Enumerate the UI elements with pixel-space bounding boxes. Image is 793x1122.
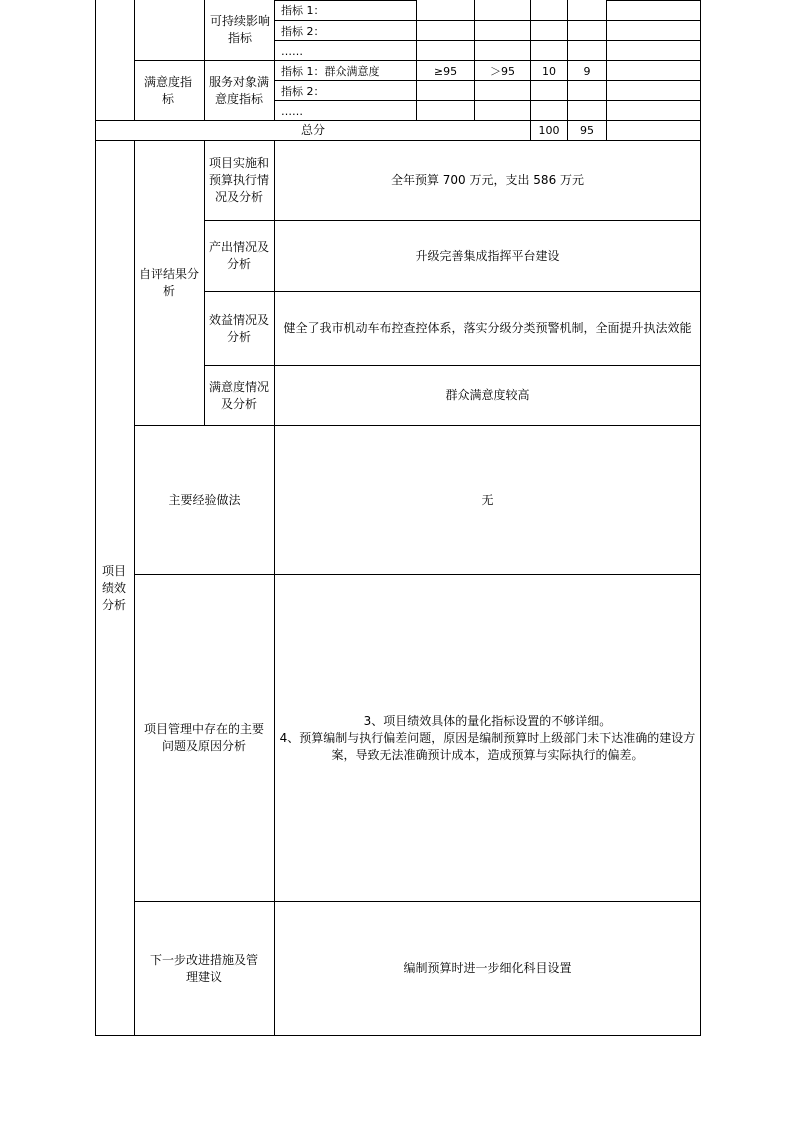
satisfaction-group: 满意度指标 bbox=[143, 75, 192, 106]
satisfaction-item-1: 指标 1：群众满意度 bbox=[281, 64, 380, 78]
satisfaction-item-3: …… bbox=[281, 104, 303, 118]
eval-label-benefit: 效益情况及分析 bbox=[209, 312, 270, 344]
rule bbox=[95, 1035, 701, 1036]
rule bbox=[134, 0, 135, 121]
eval-content-benefit: 健全了我市机动车布控查控体系，落实分级分类预警机制，全面提升执法效能 bbox=[283, 321, 692, 335]
eval-content-output: 升级完善集成指挥平台建设 bbox=[415, 248, 560, 263]
sustain-item-1: 指标 1： bbox=[281, 3, 325, 17]
total-weight: 100 bbox=[538, 124, 560, 137]
problems-line-2: 4、预算编制与执行偏差问题，原因是编制预算时上级部门未下达准确的建设方 bbox=[279, 730, 696, 745]
sustain-category: 可持续影响指标 bbox=[209, 14, 270, 45]
eval-label-satisfaction: 满意度情况及分析 bbox=[209, 379, 270, 411]
satisfaction-target: ≥95 bbox=[433, 64, 458, 78]
problems-content bbox=[275, 575, 700, 901]
satisfaction-item-2: 指标 2： bbox=[281, 84, 325, 98]
total-score: 95 bbox=[580, 124, 594, 137]
section-title: 项目绩效分析 bbox=[101, 563, 126, 612]
experience-content: 无 bbox=[481, 492, 494, 507]
eval-label-output: 产出情况及分析 bbox=[209, 240, 270, 271]
improve-label: 下一步改进措施及管理建议 bbox=[149, 952, 258, 984]
eval-content-budget: 全年预算 700 万元，支出 586 万元 bbox=[390, 173, 585, 187]
rule bbox=[606, 0, 701, 1]
satisfaction-actual: ＞95 bbox=[490, 64, 515, 78]
sustain-item-2: 指标 2： bbox=[281, 24, 325, 38]
rule bbox=[700, 0, 701, 1036]
eval-label-budget: 项目实施和预算执行情况及分析 bbox=[209, 156, 270, 204]
problems-line-3: 案，导致无法准确预计成本，造成预算与实际执行的偏差。 bbox=[331, 747, 644, 762]
satisfaction-category: 服务对象满意度指标 bbox=[208, 75, 269, 106]
sustain-item-3: …… bbox=[281, 44, 303, 58]
improve-content: 编制预算时进一步细化科目设置 bbox=[403, 961, 572, 975]
experience-label: 主要经验做法 bbox=[168, 492, 241, 507]
rule bbox=[606, 0, 607, 141]
problems-label: 项目管理中存在的主要问题及原因分析 bbox=[143, 722, 264, 753]
eval-content-satisfaction: 群众满意度较高 bbox=[445, 388, 530, 402]
self-eval-title: 自评结果分析 bbox=[138, 267, 199, 298]
satisfaction-score: 9 bbox=[583, 64, 591, 78]
rule bbox=[134, 140, 135, 1036]
rule bbox=[95, 0, 96, 1036]
problems-line-1: 3、项目绩效具体的量化指标设置的不够详细。 bbox=[363, 713, 612, 728]
total-label: 总分 bbox=[300, 123, 325, 137]
satisfaction-weight: 10 bbox=[542, 64, 556, 78]
rule bbox=[204, 0, 205, 121]
rule bbox=[204, 140, 205, 426]
